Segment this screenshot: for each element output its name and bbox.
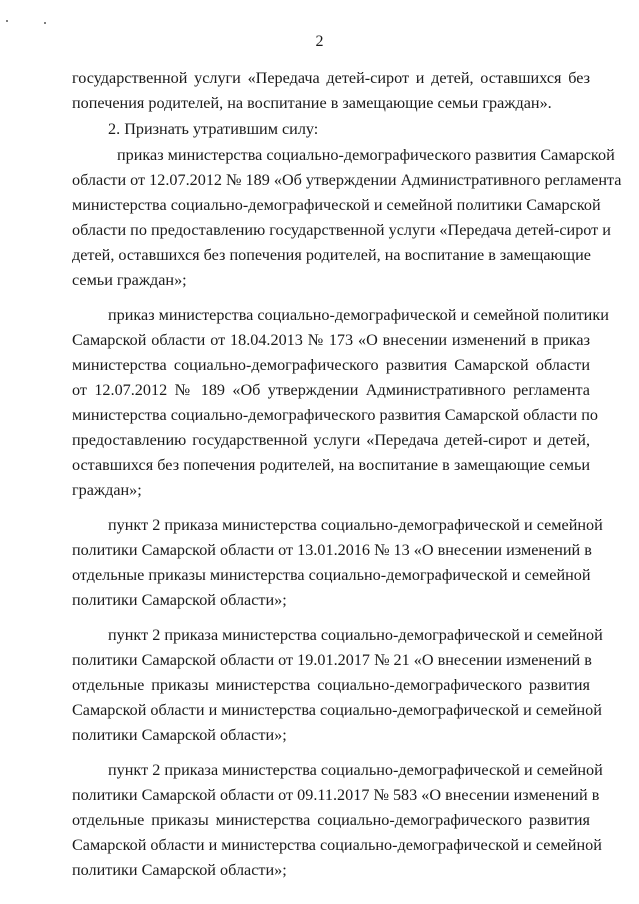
text-line: политики Самарской области»; <box>72 861 287 879</box>
text-line: Самарской области и министерства социально-демографической и семейной <box>72 701 602 719</box>
text-line: министерства социально-демографического развития Самарской области <box>72 356 590 374</box>
scan-speck <box>44 22 46 24</box>
text-line: области от 12.07.2012 № 189 «Об утверждении Административного регламента <box>72 171 622 189</box>
paragraph <box>72 303 609 503</box>
text-line: приказ министерства социально-демографического развития Самарской <box>117 146 615 164</box>
text-line: министерства социально-демографической и семейной политики Самарской <box>72 196 601 214</box>
paragraph <box>72 623 603 748</box>
document-body <box>72 66 622 893</box>
text-line: политики Самарской области»; <box>72 726 287 744</box>
text-line: пункт 2 приказа министерства социально-демографической и семейной <box>108 626 603 644</box>
text-line: детей, оставшихся без попечения родителей, на воспитание в замещающие <box>72 246 591 264</box>
paragraph <box>72 117 590 142</box>
text-line: предоставлению государственной услуги «Передача детей-сирот и детей, <box>72 431 590 449</box>
text-line: приказ министерства социально-демографической и семейной политики <box>108 306 609 324</box>
page-number: 2 <box>315 33 324 50</box>
text-line: отдельные приказы министерства социально-демографической и семейной <box>72 566 591 584</box>
text-line: семьи граждан»; <box>72 271 187 289</box>
text-line: министерства социально-демографического развития Самарской области по <box>72 406 599 424</box>
text-line: Самарской области и министерства социально-демографической и семейной <box>72 836 602 854</box>
text-line: государственной услуги «Передача детей-сирот и детей, оставшихся без <box>72 69 590 87</box>
text-line: политики Самарской области»; <box>72 591 287 609</box>
text-line: политики Самарской области от 13.01.2016 № 13 «О внесении изменений в <box>72 541 592 559</box>
text-line: оставшихся без попечения родителей, на воспитание в замещающие семьи <box>72 456 590 474</box>
paragraph <box>72 143 622 293</box>
text-line: пункт 2 приказа министерства социально-демографической и семейной <box>108 516 603 534</box>
text-line: от 12.07.2012 № 189 «Об утверждении Административного регламента <box>72 381 590 399</box>
text-line: политики Самарской области от 09.11.2017 № 583 «О внесении изменений в <box>72 786 600 804</box>
text-line: Самарской области от 18.04.2013 № 173 «О внесении изменений в приказ <box>72 331 590 349</box>
text-line: 2. Признать утратившим силу: <box>108 120 319 138</box>
paragraph <box>72 513 603 613</box>
paragraph <box>72 66 590 116</box>
text-line: граждан»; <box>72 481 142 499</box>
text-line: попечения родителей, на воспитание в замещающие семьи граждан». <box>72 94 552 112</box>
text-line: отдельные приказы министерства социально-демографического развития <box>72 811 590 829</box>
text-line: пункт 2 приказа министерства социально-демографической и семейной <box>108 761 603 779</box>
paragraph <box>72 758 603 883</box>
scan-speck <box>6 20 8 22</box>
text-line: отдельные приказы министерства социально-демографического развития <box>72 676 590 694</box>
text-line: области по предоставлению государственной услуги «Передача детей-сирот и <box>72 221 611 239</box>
text-line: политики Самарской области от 19.01.2017 № 21 «О внесении изменений в <box>72 651 592 669</box>
